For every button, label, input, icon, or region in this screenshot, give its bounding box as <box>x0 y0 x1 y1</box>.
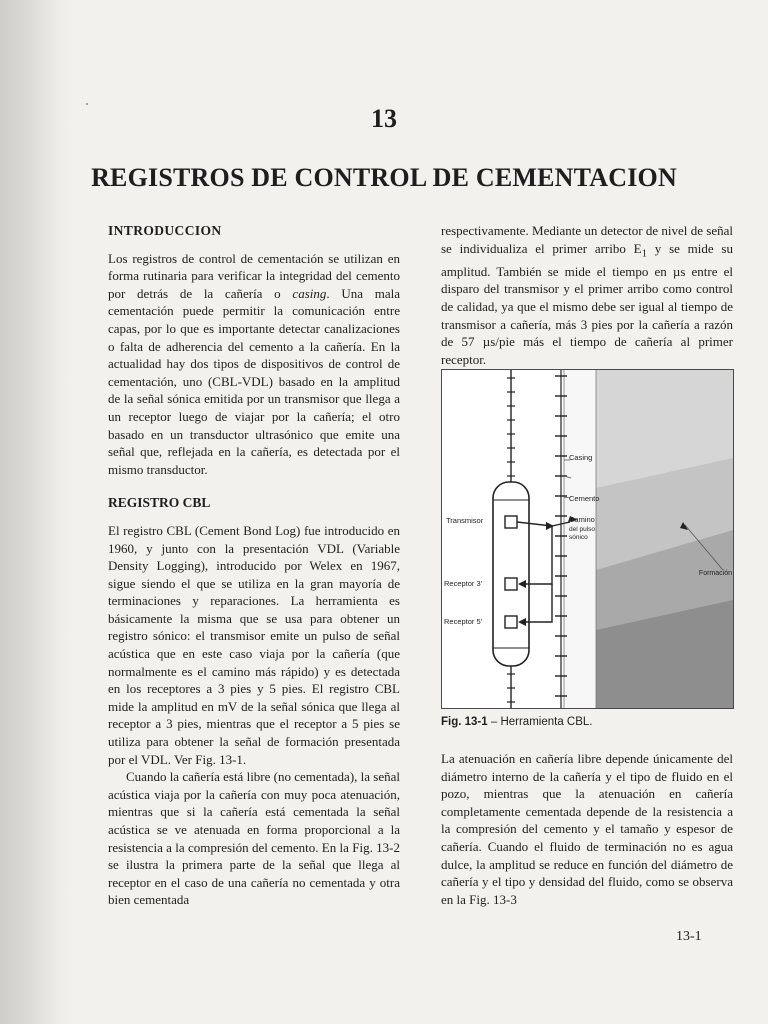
right-paragraph-2: La atenuación en cañería libre depende únicamente del diámetro interno de la cañería y el tipo de fluido en el pozo, mientras que la atenuación en cañería completamente cementada depende de la resistencia a la compresión del cemento y el tamaño y espesor de cañería. Cuando el fluido de terminación no es agua dulce, la amplitud se reduce en función del diámetro de cañería y el tipo y densidad del fluido, como se observa en la Fig. 13-3 <box>441 751 733 907</box>
figure-caption <box>441 716 733 728</box>
label-transmisor: Transmisor <box>446 516 484 525</box>
right-text-pre: respectivamente. Mediante un detector de nivel de señal se individualiza el primer arribo E <box>441 223 733 256</box>
subscript-one: 1 <box>641 247 648 260</box>
label-formacion: Formación <box>698 570 732 577</box>
intro-text: Los registros de control de cementación se utilizan en forma rutinaria para verificar la integridad del cemento por detrás de la cañería o <box>108 250 400 301</box>
figure-cbl-tool <box>441 369 734 709</box>
receiver-3ft-box <box>505 578 517 590</box>
cbl-tool-diagram <box>442 370 733 708</box>
label-camino-3: sónico <box>569 534 588 541</box>
transmitter-box <box>505 516 517 528</box>
page-number: 13-1 <box>676 929 702 944</box>
label-cemento: Cemento <box>569 494 600 503</box>
right-paragraph-1 <box>441 222 733 368</box>
cbl-heading: REGISTRO CBL <box>108 495 211 511</box>
right-column-top <box>441 222 733 368</box>
right-column-bottom <box>441 750 733 908</box>
intro-italic-term: casing <box>292 285 327 301</box>
receiver-5ft-box <box>505 616 517 628</box>
chapter-number: 13 <box>371 104 397 133</box>
cbl-tool-body <box>493 482 529 666</box>
label-receptor-3: Receptor 3' <box>444 579 483 588</box>
right-text-post: y se mide su amplitud. También se mide el tiempo en µs entre el disparo del transmisor y el primer arribo como control de calidad, ya que el mismo debe ser igual al tiempo de transmisor a cañería, más 3 pies por la cañería a razón de 57 µs/pie más el tiempo de cañería al primer receptor. <box>441 240 733 367</box>
label-camino-2: del pulso <box>569 526 596 533</box>
intro-text-end: . Una mala cementación puede permitir la comunicación entre capas, por lo que es importante detectar canalizaciones o falta de adherencia del cemento a la cañería. En la actualidad hay dos tipos de dispositivos de control de cementación, uno (CBL-VDL) basado en la amplitud de la señal sónica emitida por un transmisor que llega a un receptor luego de viajar por la cañería; el otro basado en un transductor ultrasónico que emite una señal que, reflejada en la cañería, es detectada por el mismo transductor. <box>108 285 401 477</box>
left-column <box>108 222 400 909</box>
figure-caption-text: – Herramienta CBL. <box>487 716 593 728</box>
formation-layers <box>596 370 733 708</box>
chapter-title: REGISTROS DE CONTROL DE CEMENTACION <box>91 163 677 192</box>
cbl-paragraph-2: Cuando la cañería está libre (no cementada), la señal acústica viaja por la cañería con muy poca atenuación, mientras que si la cañería está cementada la señal acústica se ve atenuada en forma proporcional a la resistencia a la compresión del cemento. En la Fig. 13-2 se ilustra la primera parte de la señal que llega al receptor en el caso de una cañería no cementada y otra bien cementada <box>108 769 400 908</box>
intro-paragraph <box>108 250 400 479</box>
figure-caption-number: Fig. 13-1 <box>441 716 488 728</box>
label-casing: Casing <box>569 453 593 462</box>
cbl-paragraph-1: El registro CBL (Cement Bond Log) fue introducido en 1960, y junto con la presentación VDL (Variable Density Logging), introducido por Welex en 1967, sigue siendo el que se utiliza en la gran mayoría de terminaciones y reparaciones. La herramienta es básicamente la misma que se usa para obtener un registro sónico: el transmisor emite un pulso de señal acústica que en este caso viaja por la cañería (que normalmente es el camino más rápido) y es detectada en los receptores a 3 pies y 5 pies. El registro CBL mide la amplitud en mV de la señal sónica que llega al receptor a 3 pies, mientras que el receptor a 5 pies se utiliza para obtener la señal de formación presentada por el VDL. Ver Fig. 13-1. <box>108 522 400 767</box>
label-camino: Camino <box>569 515 595 524</box>
page-binding-shadow <box>0 0 72 1024</box>
label-receptor-5: Receptor 5' <box>444 617 483 626</box>
intro-heading: INTRODUCCION <box>108 223 222 238</box>
